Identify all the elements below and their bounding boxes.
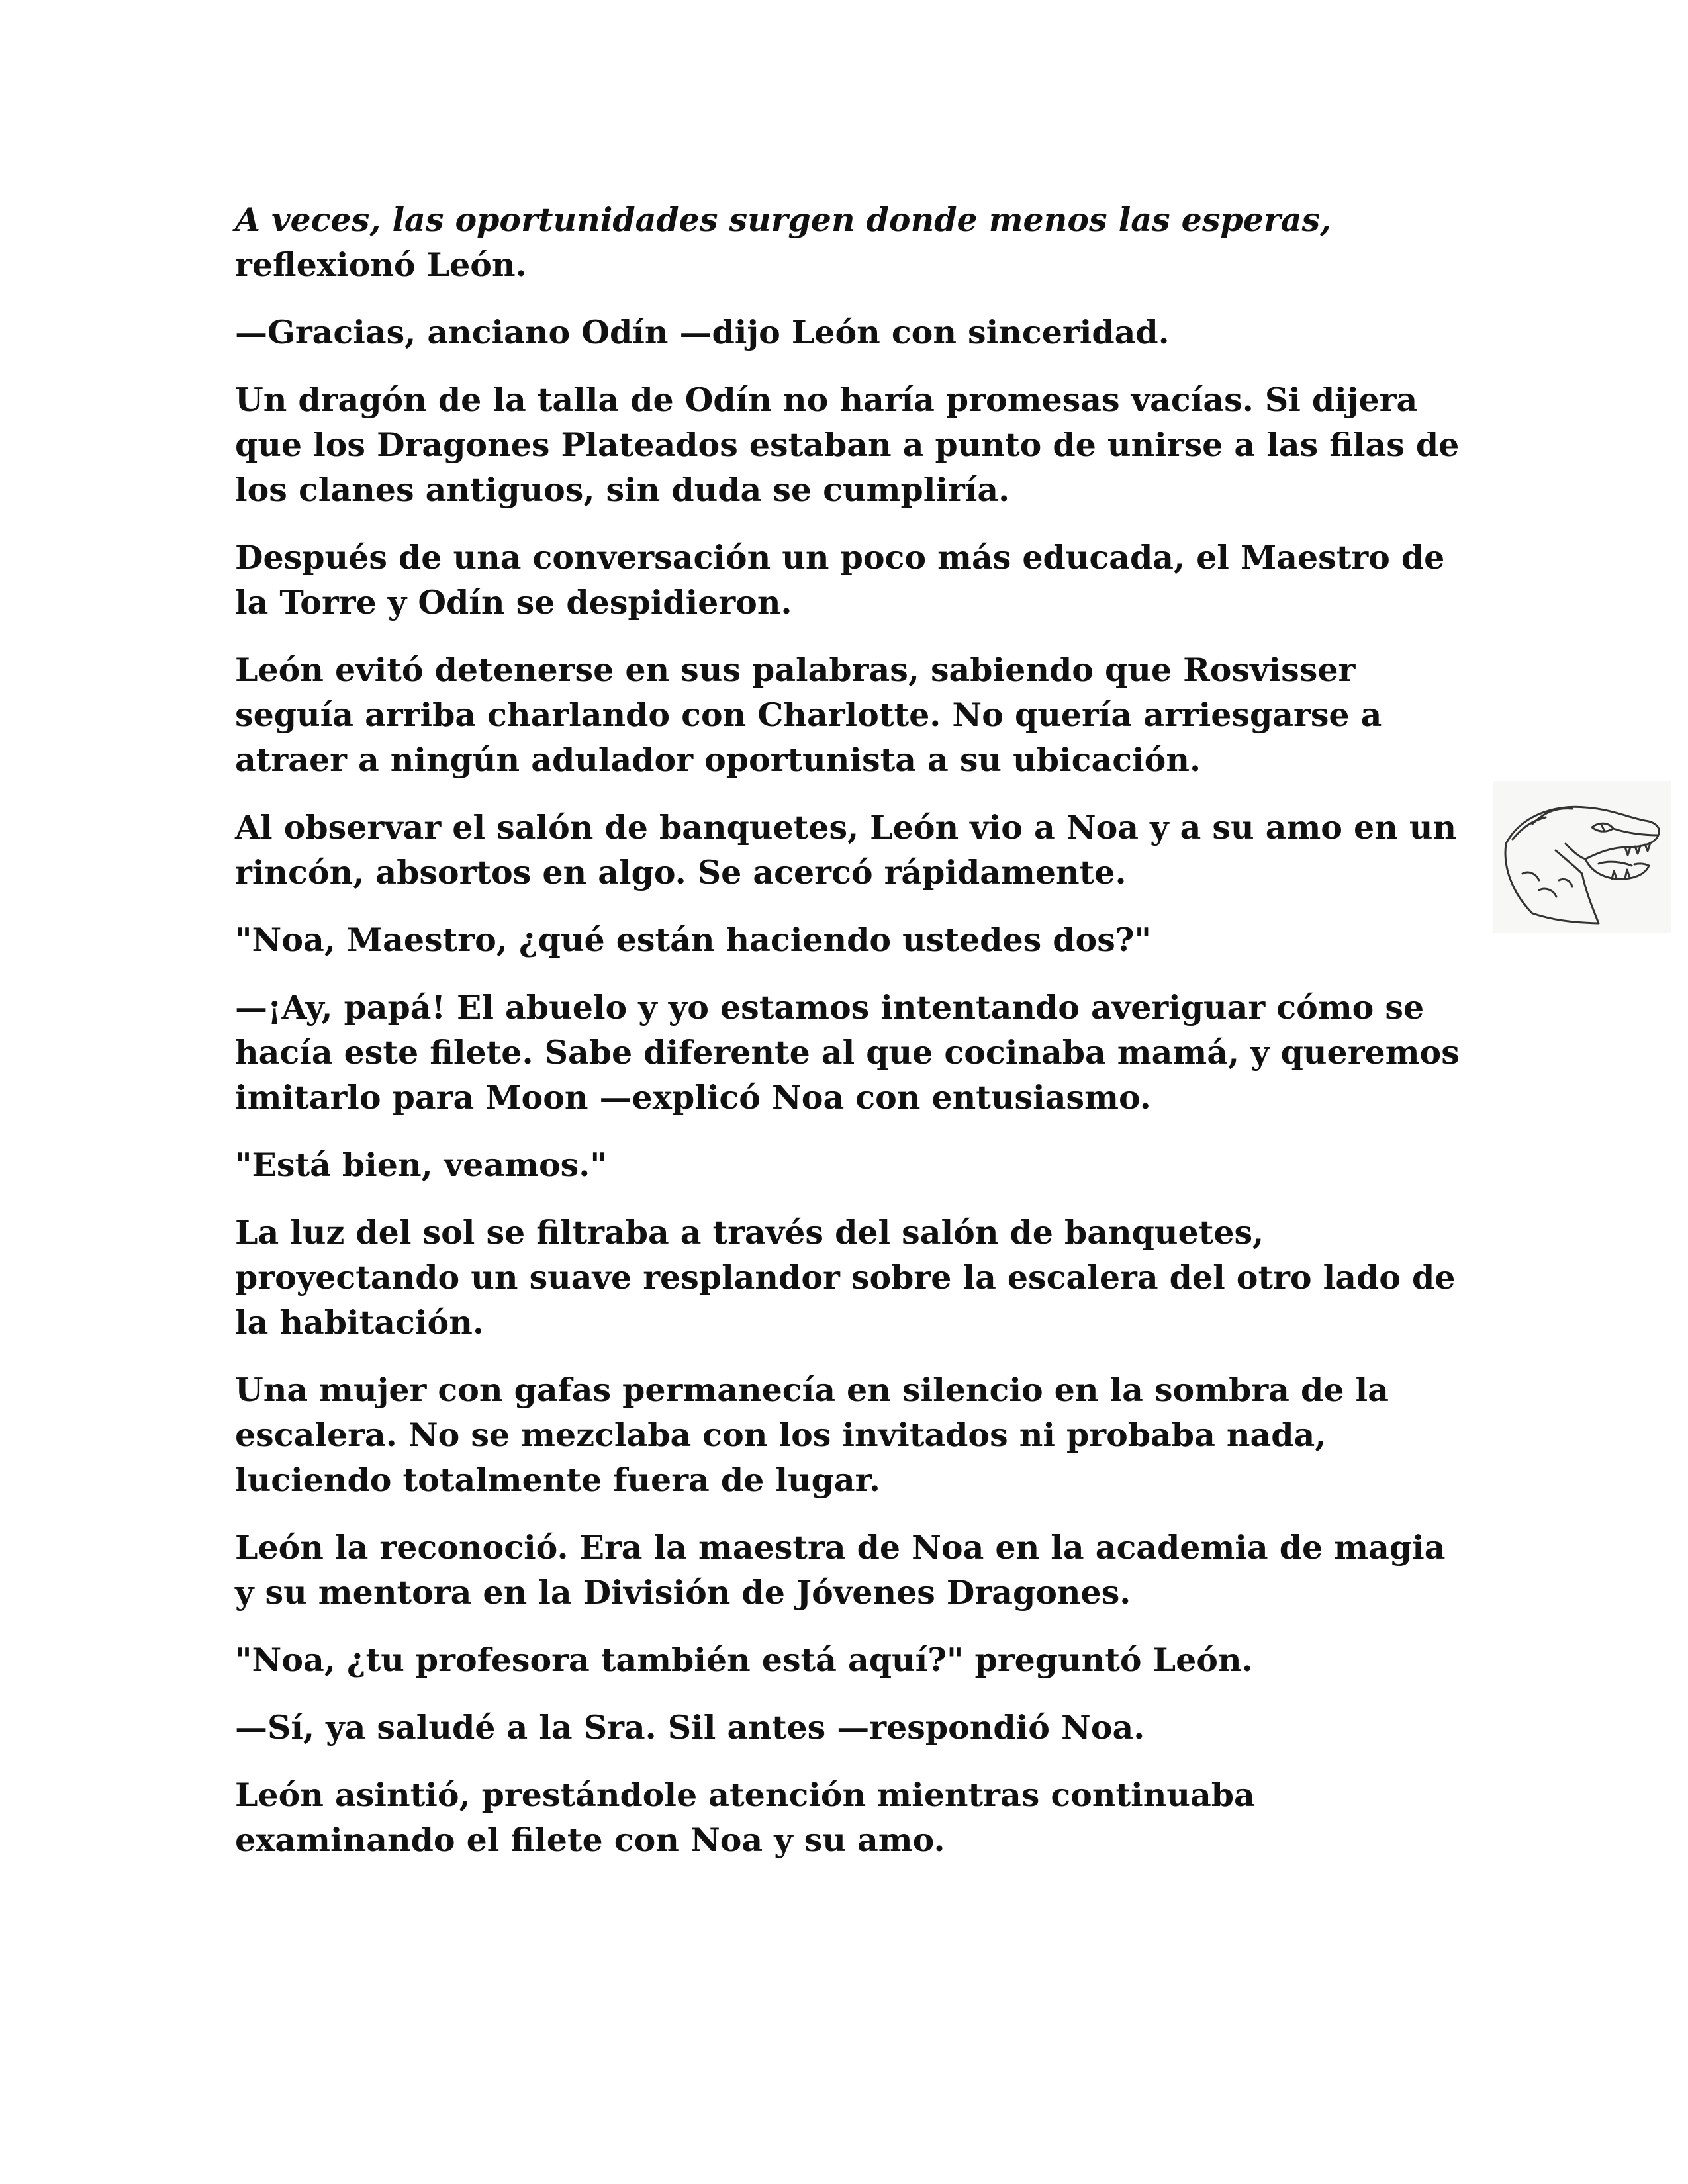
italic-thought: A veces, las oportunidades surgen donde menos las esperas,: [235, 201, 1332, 239]
paragraph-1: [235, 197, 1466, 287]
paragraph-4: Después de una conversación un poco más educada, el Maestro de la Torre y Odín se despidieron.: [235, 538, 1445, 621]
paragraph-12: León la reconoció. Era la maestra de Noa en la academia de magia y su mentora en la División de Jóvenes Dragones.: [235, 1528, 1446, 1612]
paragraph-15: León asintió, prestándole atención mientras continuaba examinando el filete con Noa y su amo.: [235, 1776, 1255, 1859]
paragraph-13: "Noa, ¿tu profesora también está aquí?" preguntó León.: [235, 1641, 1253, 1679]
paragraph-3: Un dragón de la talla de Odín no haría promesas vacías. Si dijera que los Dragones Plateados estaban a punto de unirse a las filas de los clanes antiguos, sin duda se cumpliría.: [235, 381, 1460, 509]
paragraph-11: Una mujer con gafas permanecía en silencio en la sombra de la escalera. No se mezclaba con los invitados ni probaba nada, luciendo totalmente fuera de lugar.: [235, 1371, 1389, 1499]
paragraph-9: "Está bien, veamos.": [235, 1146, 607, 1184]
paragraph-8: —¡Ay, papá! El abuelo y yo estamos intentando averiguar cómo se hacía este filete. Sabe diferente al que cocinaba mamá, y queremos imitarlo para Moon —explicó Noa con entusiasmo.: [235, 988, 1460, 1116]
paragraph-5: León evitó detenerse en sus palabras, sabiendo que Rosvisser seguía arriba charlando con Charlotte. No quería arriesgarse a atraer a ningún adulador oportunista a su ubicación.: [235, 651, 1382, 779]
story-text: [235, 197, 1466, 1885]
paragraph-2: —Gracias, anciano Odín —dijo León con sinceridad.: [235, 313, 1170, 351]
paragraph-10: La luz del sol se filtraba a través del salón de banquetes, proyectando un suave resplandor sobre la escalera del otro lado de la habitación.: [235, 1213, 1456, 1342]
paragraph-7: "Noa, Maestro, ¿qué están haciendo ustedes dos?": [235, 921, 1152, 959]
paragraph-14: —Sí, ya saludé a la Sra. Sil antes —respondió Noa.: [235, 1708, 1145, 1747]
dragon-head-sketch-icon: [1493, 781, 1671, 933]
paragraph-6: Al observar el salón de banquetes, León vio a Noa y a su amo en un rincón, absortos en algo. Se acercó rápidamente.: [235, 808, 1457, 891]
paragraph-1-text: reflexionó León.: [235, 246, 527, 284]
